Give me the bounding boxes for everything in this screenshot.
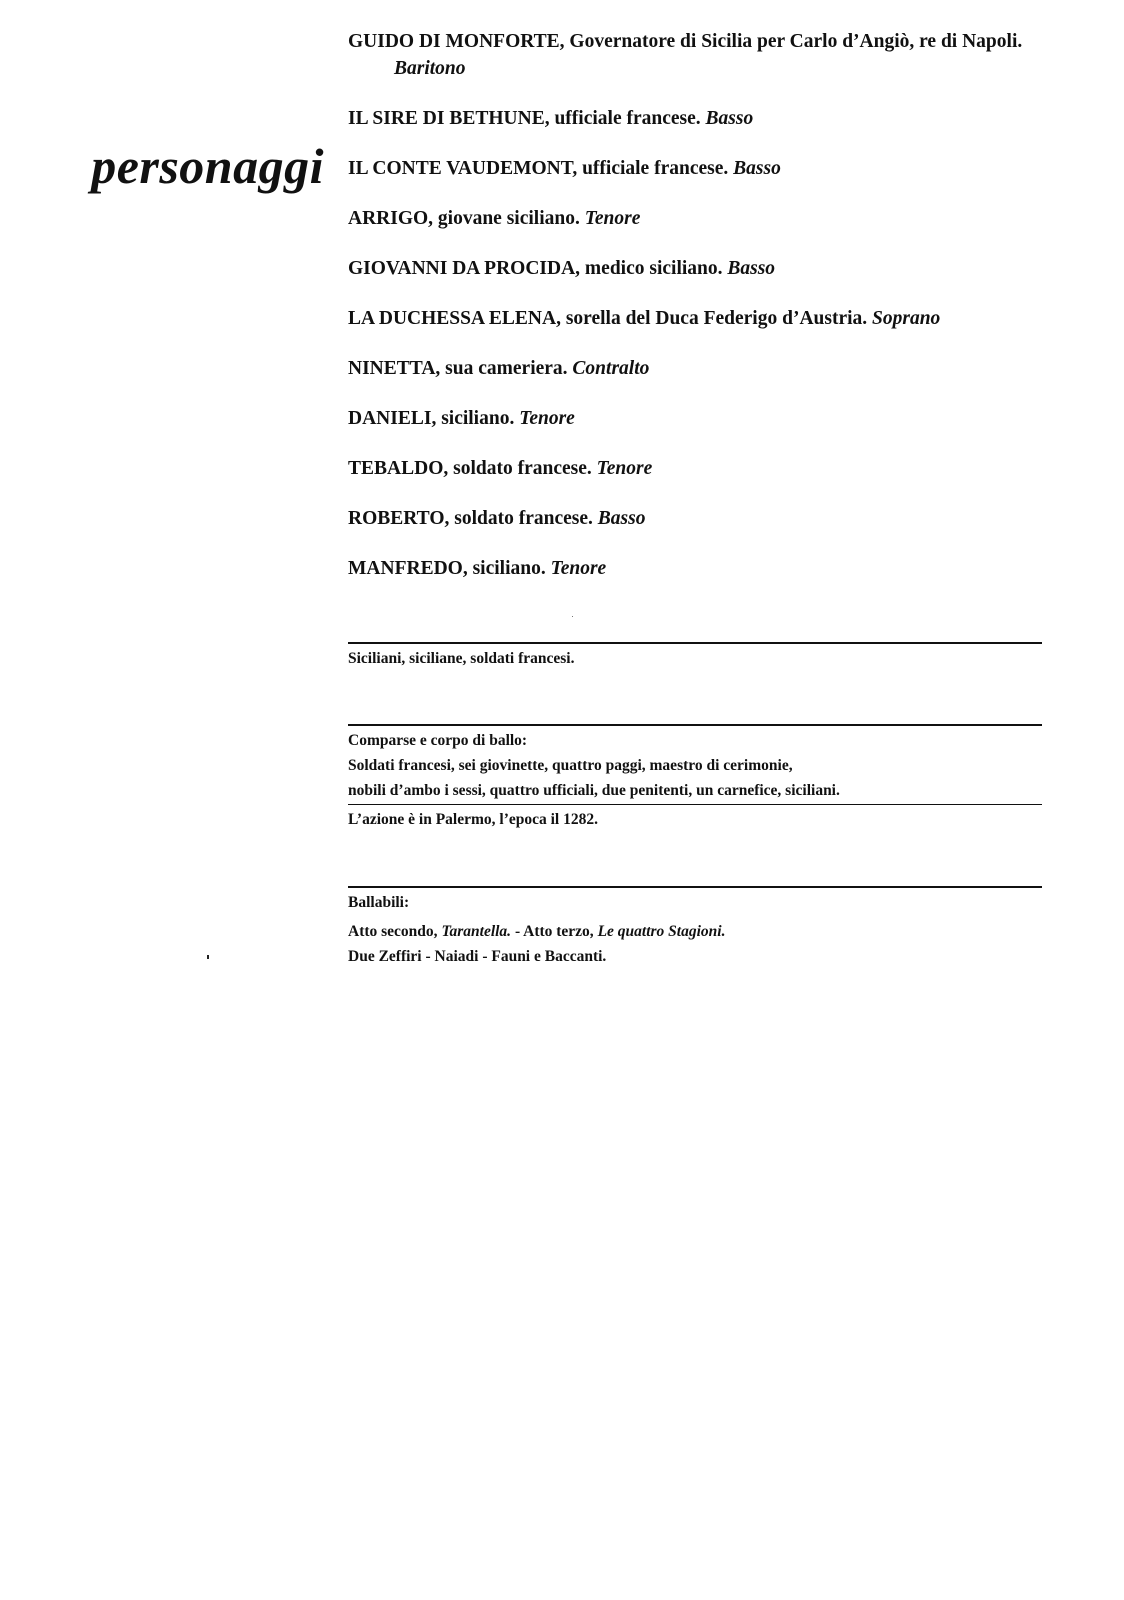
ballet-title: Tarantella. — [441, 923, 512, 940]
voice-type: Contralto — [572, 358, 650, 379]
character-name: TEBALDO — [348, 458, 444, 479]
chorus-block — [348, 642, 1042, 671]
character-name: ROBERTO — [348, 508, 445, 529]
divider — [348, 642, 1042, 644]
character-name: NINETTA — [348, 358, 436, 379]
voice-type: Tenore — [596, 458, 653, 479]
character-name: IL CONTE VAUDEMONT — [348, 158, 573, 179]
cast-item — [348, 455, 1028, 482]
character-description: , sua cameriera. — [435, 358, 573, 379]
character-description: , soldato francese. — [444, 508, 598, 529]
character-name: GIOVANNI DA PROCIDA — [348, 258, 576, 279]
speck-mark — [207, 955, 209, 959]
divider — [348, 804, 1042, 805]
ballets-line — [348, 919, 1042, 944]
divider — [348, 886, 1042, 888]
character-name: IL SIRE DI BETHUNE — [348, 108, 545, 129]
character-name: LA DUCHESSA ELENA — [348, 308, 557, 329]
voice-type: Basso — [727, 258, 776, 279]
voice-type: Basso — [597, 508, 646, 529]
character-name: GUIDO DI MONFORTE — [348, 31, 560, 52]
extras-block — [348, 724, 1042, 832]
character-name: ARRIGO — [348, 208, 429, 229]
ballet-text: Atto secondo, — [348, 923, 442, 940]
ballet-title: Le quattro Stagioni. — [597, 923, 726, 940]
character-description: , siciliano. — [462, 558, 551, 579]
speck-mark — [572, 616, 573, 617]
cast-item — [348, 28, 1028, 82]
divider — [348, 724, 1042, 726]
ballets-heading: Ballabili: — [348, 894, 410, 911]
character-description: , giovane siciliano. — [428, 208, 585, 229]
voice-type: Tenore — [550, 558, 607, 579]
cast-item — [348, 255, 1028, 282]
cast-item — [348, 405, 1028, 432]
voice-type: Soprano — [872, 308, 941, 329]
extras-heading: Comparse e corpo di ballo: — [348, 732, 528, 749]
character-description: , ufficiale francese. — [544, 108, 706, 129]
character-description: , medico siciliano. — [575, 258, 728, 279]
character-description: , sorella del Duca Federigo d’Austria. — [556, 308, 873, 329]
cast-list — [348, 28, 1028, 605]
cast-item — [348, 305, 1028, 332]
character-description: , soldato francese. — [443, 458, 597, 479]
extras-line: Soldati francesi, sei giovinette, quattro paggi, maestro di cerimonie, — [348, 757, 793, 774]
chorus-text: Siciliani, siciliane, soldati francesi. — [348, 650, 575, 667]
cast-item — [348, 505, 1028, 532]
cast-item — [348, 555, 1028, 582]
setting-text: L’azione è in Palermo, l’epoca il 1282. — [348, 811, 598, 828]
cast-item — [348, 355, 1028, 382]
cast-item — [348, 155, 1028, 182]
cast-item — [348, 105, 1028, 132]
ballet-text: - Atto terzo, — [511, 923, 598, 940]
voice-type: Tenore — [584, 208, 641, 229]
voice-type: Basso — [705, 108, 754, 129]
ballets-line: Due Zeffiri - Naiadi - Fauni e Baccanti. — [348, 948, 607, 965]
voice-type: Baritono — [394, 58, 466, 79]
ballets-block — [348, 886, 1042, 969]
character-description: , Governatore di Sicilia per Carlo d’Angiò, re di Napoli. — [559, 31, 1023, 52]
voice-type: Tenore — [519, 408, 575, 429]
voice-type: Basso — [733, 158, 781, 179]
cast-item — [348, 205, 1028, 232]
extras-line: nobili d’ambo i sessi, quattro ufficiali, due penitenti, un carnefice, siciliani. — [348, 782, 840, 799]
character-description: , siciliano. — [431, 408, 520, 429]
character-name: MANFREDO — [348, 558, 463, 579]
section-title: personaggi — [91, 138, 324, 194]
character-description: , ufficiale francese. — [572, 158, 734, 179]
character-name: DANIELI — [348, 408, 432, 429]
